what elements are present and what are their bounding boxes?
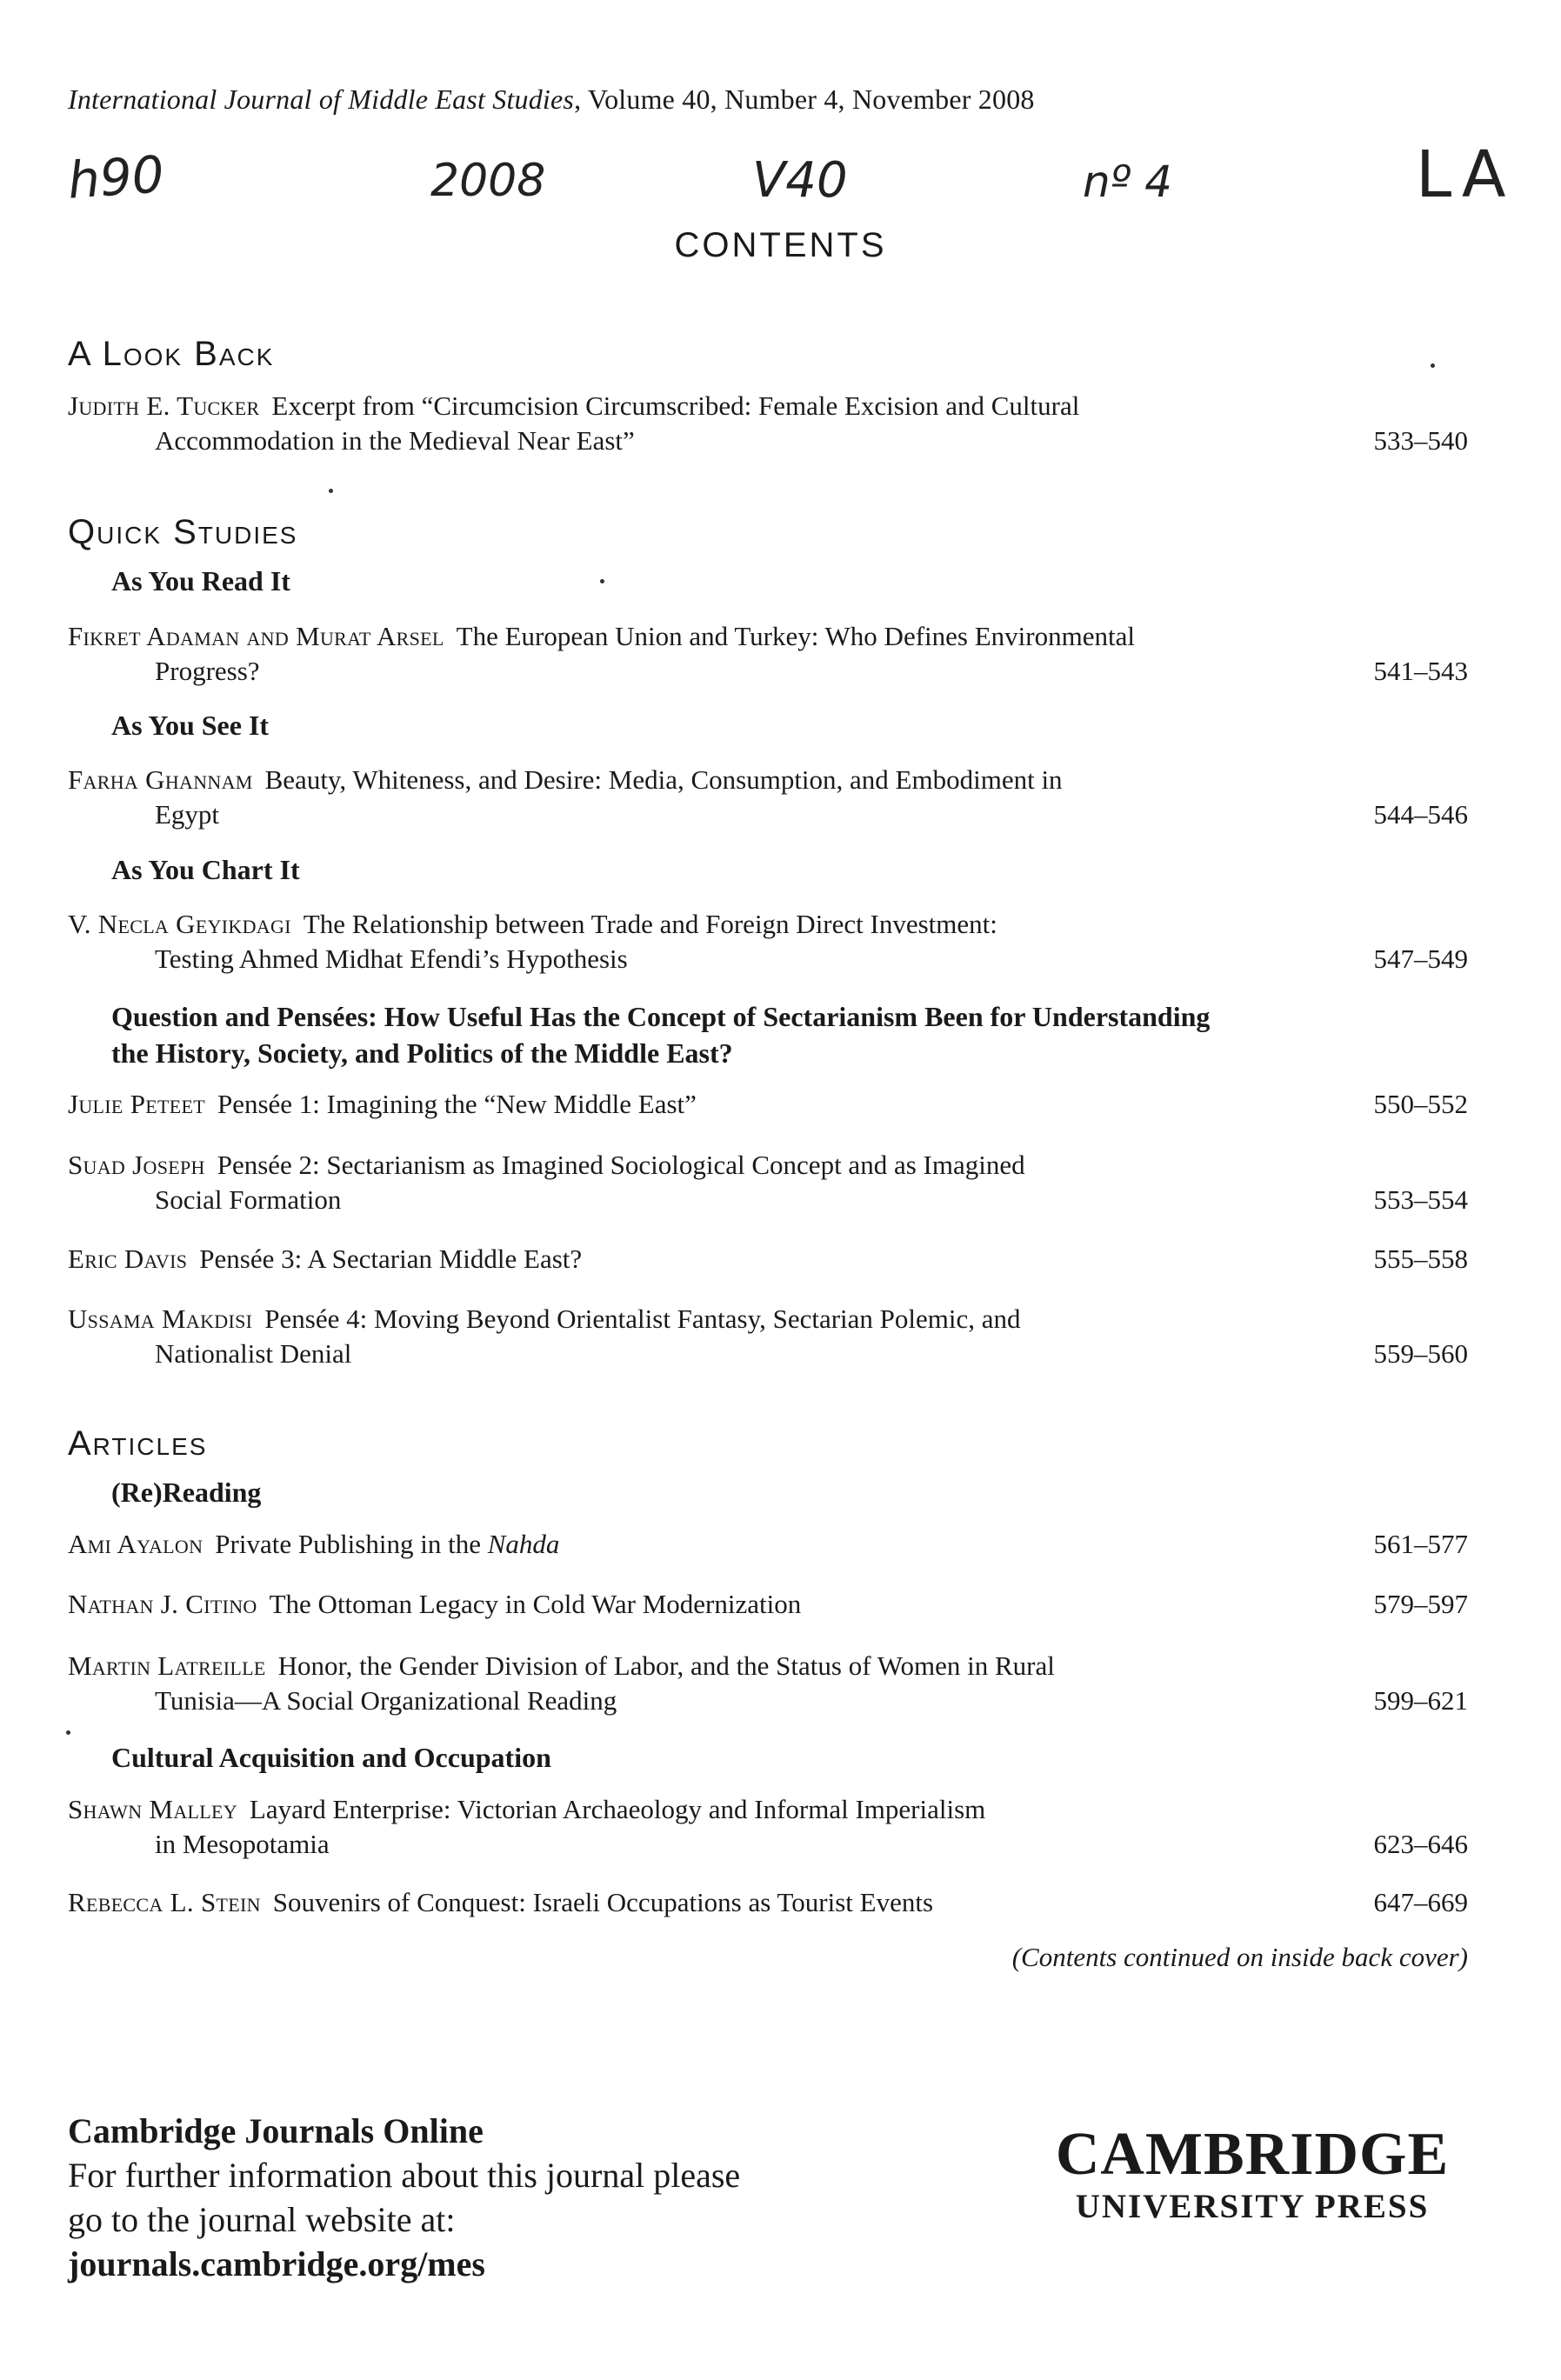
publisher-sub: UNIVERSITY PRESS bbox=[1075, 2188, 1430, 2225]
entry-author: Ami Ayalon bbox=[68, 1529, 203, 1559]
entry-author: V. Necla Geyikdagi bbox=[68, 909, 291, 939]
entry-pages: 533–540 bbox=[1373, 425, 1468, 456]
entry-title-cont: Testing Ahmed Midhat Efendi’s Hypothesis bbox=[155, 943, 628, 974]
cjo-line-2: go to the journal website at: bbox=[68, 2200, 456, 2239]
entry-pages: 544–546 bbox=[1373, 799, 1468, 830]
toc-entry-peteet bbox=[68, 1087, 1468, 1122]
entry-title-cont: Social Formation bbox=[155, 1184, 342, 1215]
subsection-question-and-pensees: Question and Pensées: How Useful Has the Concept of Sectarianism Been for Understanding the History, Society, and Politics of the Middle East? bbox=[111, 1001, 1211, 1069]
section-articles: Articles bbox=[68, 1424, 208, 1463]
entry-pages: 553–554 bbox=[1373, 1184, 1468, 1215]
toc-entry-malley bbox=[68, 1792, 1468, 1862]
entry-pages: 579–597 bbox=[1373, 1589, 1468, 1619]
publisher-logo bbox=[1026, 2122, 1478, 2226]
entry-author: Fikret Adaman and Murat Arsel bbox=[68, 621, 444, 651]
handwritten-note-5: LA bbox=[1416, 137, 1515, 212]
toc-entry-tucker bbox=[68, 389, 1468, 458]
entry-title: Layard Enterprise: Victorian Archaeology and Informal Imperialism bbox=[249, 1794, 986, 1824]
toc-entry-adaman-arsel bbox=[68, 619, 1468, 689]
entry-title-cont: in Mesopotamia bbox=[155, 1829, 330, 1859]
entry-author: Shawn Malley bbox=[68, 1794, 237, 1824]
entry-author: Martin Latreille bbox=[68, 1650, 266, 1681]
entry-pages: 561–577 bbox=[1373, 1529, 1468, 1559]
entry-title: Pensée 3: A Sectarian Middle East? bbox=[199, 1243, 583, 1274]
journal-title: International Journal of Middle East Studies bbox=[68, 83, 575, 115]
entry-title: The Ottoman Legacy in Cold War Modernization bbox=[269, 1589, 802, 1619]
handwritten-note-2: 2008 bbox=[430, 155, 546, 207]
issue-info: , Volume 40, Number 4, November 2008 bbox=[574, 83, 1035, 115]
contents-title: CONTENTS bbox=[674, 226, 887, 264]
entry-pages: 555–558 bbox=[1373, 1243, 1468, 1274]
entry-pages: 599–621 bbox=[1373, 1685, 1468, 1716]
entry-author: Eric Davis bbox=[68, 1243, 188, 1274]
entry-title: Beauty, Whiteness, and Desire: Media, Consumption, and Embodiment in bbox=[264, 764, 1063, 795]
speck bbox=[66, 1730, 70, 1735]
toc-entry-joseph bbox=[68, 1148, 1468, 1217]
speck bbox=[1431, 363, 1435, 368]
entry-pages: 550–552 bbox=[1373, 1089, 1468, 1119]
entry-title-cont: Egypt bbox=[155, 799, 220, 830]
entry-title: Souvenirs of Conquest: Israeli Occupations as Tourist Events bbox=[272, 1887, 934, 1917]
subsection-rereading: (Re)Reading bbox=[111, 1477, 262, 1508]
entry-author: Ussama Makdisi bbox=[68, 1303, 253, 1334]
entry-author: Rebecca L. Stein bbox=[68, 1887, 261, 1917]
entry-author: Suad Joseph bbox=[68, 1150, 205, 1180]
entry-author: Farha Ghannam bbox=[68, 764, 253, 795]
entry-title: The Relationship between Trade and Foreign Direct Investment: bbox=[303, 909, 997, 939]
entry-title-cont: Nationalist Denial bbox=[155, 1338, 352, 1369]
entry-title: Pensée 1: Imagining the “New Middle East” bbox=[217, 1089, 697, 1119]
entry-title-cont: Tunisia—A Social Organizational Reading bbox=[155, 1685, 617, 1716]
cjo-url: journals.cambridge.org/mes bbox=[68, 2244, 485, 2283]
speck bbox=[329, 489, 333, 493]
section-quick-studies: Quick Studies bbox=[68, 513, 298, 551]
entry-title: The European Union and Turkey: Who Defines Environmental bbox=[456, 621, 1135, 651]
entry-title-cont: Accommodation in the Medieval Near East” bbox=[155, 425, 635, 456]
speck bbox=[600, 579, 604, 583]
journal-header bbox=[68, 83, 1035, 116]
entry-pages: 623–646 bbox=[1373, 1829, 1468, 1859]
cjo-line-1: For further information about this journal please bbox=[68, 2156, 741, 2195]
entry-author: Nathan J. Citino bbox=[68, 1589, 257, 1619]
subsection-as-you-read-it: As You Read It bbox=[111, 565, 290, 597]
entry-pages: 547–549 bbox=[1373, 943, 1468, 974]
toc-entry-latreille bbox=[68, 1649, 1468, 1718]
continued-note: (Contents continued on inside back cover) bbox=[1011, 1942, 1468, 1972]
entry-title: Excerpt from “Circumcision Circumscribed: Female Excision and Cultural bbox=[271, 390, 1080, 421]
handwritten-note-4: nº 4 bbox=[1083, 157, 1172, 207]
toc-entry-ayalon bbox=[68, 1527, 1468, 1562]
entry-title-italic: Nahda bbox=[487, 1529, 560, 1559]
subsection-cultural-acquisition: Cultural Acquisition and Occupation bbox=[111, 1742, 551, 1773]
publisher-name: CAMBRIDGE bbox=[1055, 2121, 1450, 2188]
entry-author: Julie Peteet bbox=[68, 1089, 205, 1119]
entry-pages: 647–669 bbox=[1373, 1887, 1468, 1917]
toc-entry-stein bbox=[68, 1885, 1468, 1920]
toc-entry-ghannam bbox=[68, 763, 1468, 832]
entry-title-cont: Progress? bbox=[155, 656, 260, 686]
handwritten-note-1: ℎ90 bbox=[65, 144, 166, 210]
section-look-back: A Look Back bbox=[68, 335, 275, 373]
cjo-block bbox=[68, 2109, 740, 2286]
handwritten-note-3: V40 bbox=[752, 152, 848, 209]
entry-title: Private Publishing in the bbox=[215, 1529, 488, 1559]
entry-title: Pensée 2: Sectarianism as Imagined Sociological Concept and as Imagined bbox=[217, 1150, 1025, 1180]
toc-entry-davis bbox=[68, 1242, 1468, 1277]
entry-title: Honor, the Gender Division of Labor, and the Status of Women in Rural bbox=[277, 1650, 1055, 1681]
entry-author: Judith E. Tucker bbox=[68, 390, 260, 421]
toc-entry-geyikdagi bbox=[68, 907, 1468, 977]
entry-pages: 541–543 bbox=[1373, 656, 1468, 686]
subsection-as-you-see-it: As You See It bbox=[111, 710, 270, 741]
subsection-as-you-chart-it: As You Chart It bbox=[111, 854, 300, 885]
toc-entry-makdisi bbox=[68, 1302, 1468, 1371]
cjo-title: Cambridge Journals Online bbox=[68, 2111, 484, 2150]
entry-pages: 559–560 bbox=[1373, 1338, 1468, 1369]
toc-entry-citino bbox=[68, 1587, 1468, 1622]
entry-title: Pensée 4: Moving Beyond Orientalist Fantasy, Sectarian Polemic, and bbox=[264, 1303, 1021, 1334]
